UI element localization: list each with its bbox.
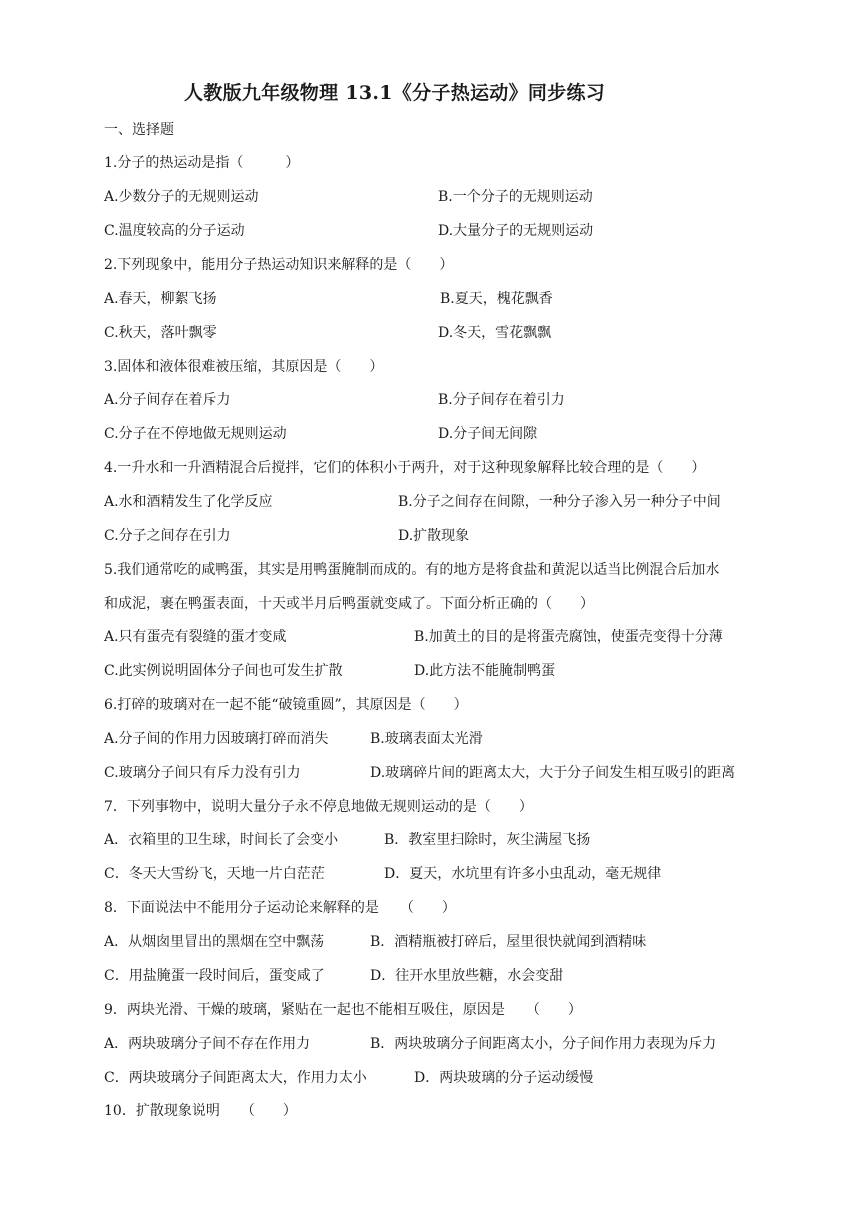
question-6-stem: 6.打碎的玻璃对在一起不能“破镜重圆”，其原因是（ ） <box>104 697 468 713</box>
question-7-option-a: A．衣箱里的卫生球，时间长了会变小 <box>104 832 339 848</box>
question-9-option-b: B．两块玻璃分子间距离太小，分子间作用力表现为斥力 <box>370 1036 717 1052</box>
question-3-option-b: B.分子间存在着引力 <box>438 392 565 408</box>
question-4-option-b: B.分子之间存在间隙，一种分子渗入另一种分子中间 <box>398 494 721 510</box>
question-6-option-b: B.玻璃表面太光滑 <box>370 731 483 747</box>
question-2-option-b: B.夏天，槐花飘香 <box>440 291 553 307</box>
question-3-stem: 3.固体和液体很难被压缩，其原因是（ ） <box>104 359 384 375</box>
question-6-option-c: C.玻璃分子间只有斥力没有引力 <box>104 765 301 781</box>
question-7-option-b: B．教室里扫除时，灰尘满屋飞扬 <box>384 832 591 848</box>
question-8-stem: 8．下面说法中不能用分子运动论来解释的是 （ ） <box>104 900 456 916</box>
question-5-option-a: A.只有蛋壳有裂缝的蛋才变咸 <box>104 629 287 645</box>
document-title: 人教版九年级物理 13.1《分子热运动》同步练习 <box>184 82 606 104</box>
question-5-option-c: C.此实例说明固体分子间也可发生扩散 <box>104 663 343 679</box>
question-9-option-a: A．两块玻璃分子间不存在作用力 <box>104 1036 311 1052</box>
question-4-option-c: C.分子之间存在引力 <box>104 528 231 544</box>
question-6-option-d: D.玻璃碎片间的距离太大，大于分子间发生相互吸引的距离 <box>370 765 736 781</box>
question-3-option-c: C.分子在不停地做无规则运动 <box>104 426 287 442</box>
question-8-option-c: C．用盐腌蛋一段时间后，蛋变咸了 <box>104 968 325 984</box>
question-1-option-d: D.大量分子的无规则运动 <box>438 223 594 239</box>
question-1-option-a: A.少数分子的无规则运动 <box>104 189 259 205</box>
question-2-option-d: D.冬天，雪花飘飘 <box>438 325 552 341</box>
question-5-option-d: D.此方法不能腌制鸭蛋 <box>414 663 556 679</box>
question-4-stem: 4.一升水和一升酒精混合后搅拌，它们的体积小于两升，对于这种现象解释比较合理的是（ ） <box>104 460 706 476</box>
question-5-stem: 5.我们通常吃的咸鸭蛋，其实是用鸭蛋腌制而成的。有的地方是将食盐和黄泥以适当比例混合后加水 <box>104 562 720 578</box>
question-7-option-d: D．夏天，水坑里有许多小虫乱动，毫无规律 <box>384 866 662 882</box>
question-9-option-d: D．两块玻璃的分子运动缓慢 <box>414 1070 594 1086</box>
question-1-option-b: B.一个分子的无规则运动 <box>438 189 593 205</box>
question-1-option-c: C.温度较高的分子运动 <box>104 223 245 239</box>
question-1-stem: 1.分子的热运动是指（ ） <box>104 155 300 171</box>
question-7-stem: 7．下列事物中，说明大量分子永不停息地做无规则运动的是（ ） <box>104 799 533 815</box>
question-2-option-c: C.秋天，落叶飘零 <box>104 325 217 341</box>
question-8-option-a: A．从烟囱里冒出的黑烟在空中飘荡 <box>104 934 325 950</box>
question-8-option-d: D．往开水里放些糖，水会变甜 <box>370 968 564 984</box>
section-heading: 一、选择题 <box>104 122 174 138</box>
question-5-option-b: B.加黄土的目的是将蛋壳腐蚀，使蛋壳变得十分薄 <box>414 629 723 645</box>
question-4-option-d: D.扩散现象 <box>398 528 470 544</box>
question-8-option-b: B．酒精瓶被打碎后，屋里很快就闻到酒精味 <box>370 934 647 950</box>
question-2-option-a: A.春天，柳絮飞扬 <box>104 291 217 307</box>
question-9-option-c: C．两块玻璃分子间距离太大，作用力太小 <box>104 1070 367 1086</box>
question-9-stem: 9．两块光滑、干燥的玻璃，紧贴在一起也不能相互吸住，原因是 （ ） <box>104 1002 582 1018</box>
question-3-option-a: A.分子间存在着斥力 <box>104 392 231 408</box>
question-5-stem-continued: 和成泥，裹在鸭蛋表面，十天或半月后鸭蛋就变咸了。下面分析正确的（ ） <box>104 596 594 612</box>
question-2-stem: 2.下列现象中，能用分子热运动知识来解释的是（ ） <box>104 257 454 273</box>
question-4-option-a: A.水和酒精发生了化学反应 <box>104 494 273 510</box>
question-10-stem: 10．扩散现象说明 （ ） <box>104 1103 297 1119</box>
question-3-option-d: D.分子间无间隙 <box>438 426 538 442</box>
question-7-option-c: C．冬天大雪纷飞，天地一片白茫茫 <box>104 866 325 882</box>
question-6-option-a: A.分子间的作用力因玻璃打碎而消失 <box>104 731 329 747</box>
